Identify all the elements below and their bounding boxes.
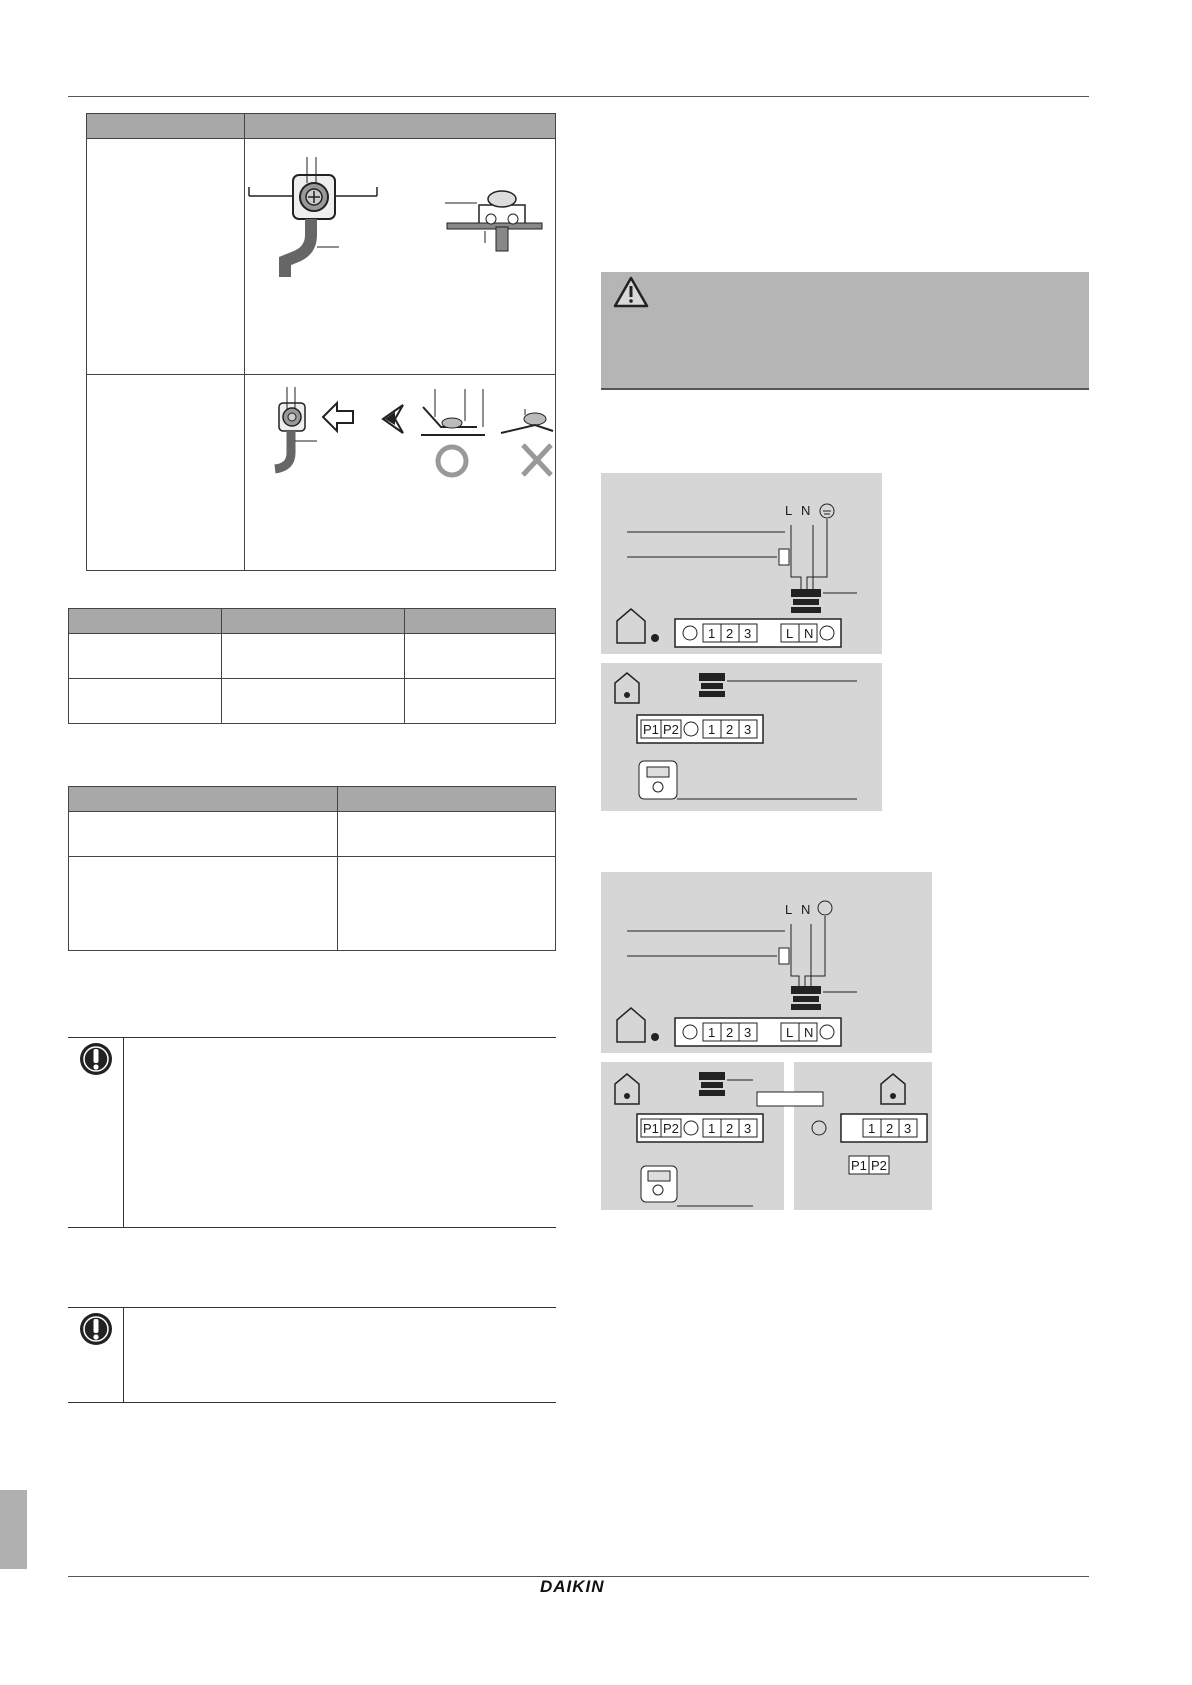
notice-divider <box>123 1037 124 1227</box>
header-rule <box>68 96 1089 97</box>
svg-text:N: N <box>804 626 814 641</box>
svg-text:1: 1 <box>708 626 716 641</box>
wrong-cross-icon <box>523 445 551 475</box>
svg-text:3: 3 <box>904 1121 912 1136</box>
svg-text:P1: P1 <box>643 722 659 737</box>
svg-text:N: N <box>801 902 811 917</box>
table-row-label <box>87 139 245 375</box>
house-icon <box>617 609 659 643</box>
wiring-diagram-2 <box>601 872 932 1210</box>
svg-text:P2: P2 <box>663 1121 679 1136</box>
label-l: L <box>785 503 793 518</box>
svg-text:3: 3 <box>744 1025 752 1040</box>
svg-text:3: 3 <box>744 626 752 641</box>
wiring-method-table <box>86 113 556 571</box>
notice-top-rule <box>68 1037 556 1038</box>
remote-controller-icon <box>641 1166 677 1202</box>
svg-text:P1: P1 <box>643 1121 659 1136</box>
notice-bottom-rule <box>68 1227 556 1228</box>
svg-text:1: 1 <box>708 1121 716 1136</box>
remote-controller-icon <box>639 761 677 799</box>
svg-text:P2: P2 <box>663 722 679 737</box>
crimp-terminal-illustration <box>245 139 556 375</box>
wiring-correct-incorrect-illustration <box>245 375 556 571</box>
notice-icon <box>78 1041 114 1082</box>
notice-divider <box>123 1307 124 1402</box>
svg-text:P2: P2 <box>871 1158 887 1173</box>
label-n: N <box>801 503 811 518</box>
svg-text:N: N <box>804 1025 814 1040</box>
svg-text:1: 1 <box>708 722 716 737</box>
svg-text:3: 3 <box>744 1121 752 1136</box>
svg-text:L: L <box>786 626 794 641</box>
svg-text:2: 2 <box>726 626 734 641</box>
wiring-diagram-1 <box>601 473 882 811</box>
house-icon <box>617 1008 659 1042</box>
svg-text:2: 2 <box>726 1121 734 1136</box>
svg-text:1: 1 <box>708 1025 716 1040</box>
chapter-side-tab <box>0 1490 27 1569</box>
house-icon <box>881 1074 905 1104</box>
svg-text:2: 2 <box>886 1121 894 1136</box>
house-icon <box>615 1074 639 1104</box>
notice-icon <box>78 1311 114 1352</box>
notice-bottom-rule <box>68 1402 556 1403</box>
svg-text:2: 2 <box>726 722 734 737</box>
table-row-label <box>87 375 245 571</box>
house-icon <box>615 673 639 703</box>
svg-text:3: 3 <box>744 722 752 737</box>
svg-text:2: 2 <box>726 1025 734 1040</box>
svg-text:P1: P1 <box>851 1158 867 1173</box>
warning-icon <box>613 276 649 313</box>
warning-box <box>601 272 1089 390</box>
svg-text:L: L <box>785 902 793 917</box>
cable-spec-table <box>68 608 556 724</box>
ok-circle-icon <box>438 447 466 475</box>
eye-icon <box>383 405 403 433</box>
svg-text:1: 1 <box>868 1121 876 1136</box>
svg-text:L: L <box>786 1025 794 1040</box>
brand-logo: DAIKIN <box>540 1577 605 1596</box>
torque-spec-table <box>68 786 556 951</box>
notice-top-rule <box>68 1307 556 1308</box>
